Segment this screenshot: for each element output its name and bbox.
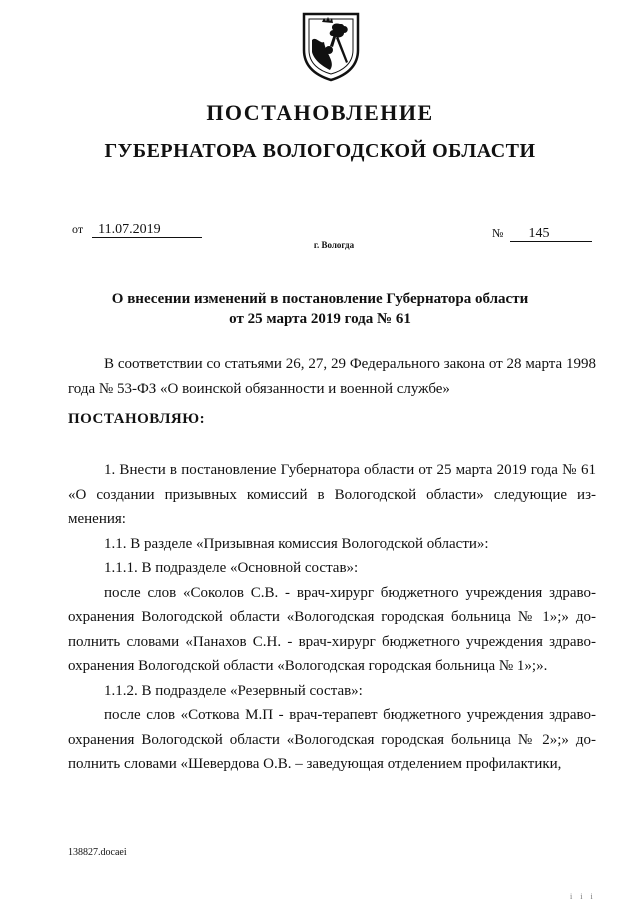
document-title: ПОСТАНОВЛЕНИЕ <box>206 100 434 125</box>
subject-line-2: от 25 марта 2019 года № 61 <box>229 311 411 327</box>
paragraph-1: 1. Внести в постановление Губернатора области от 25 марта 2019 года № 61 «О создании призывных комиссий в Вологодской области» следующие изменения: <box>68 462 596 527</box>
file-code: 138827.docaei <box>68 847 127 858</box>
subject-line-1: О внесении изменений в постановление Губернатора области <box>111 291 529 307</box>
document-subject <box>0 289 640 329</box>
paragraph-1-1: 1.1. В разделе «Призывная комиссия Вологодской области»: <box>104 535 489 552</box>
document-subtitle: ГУБЕРНАТОРА ВОЛОГОДСКОЙ ОБЛАСТИ <box>104 140 536 162</box>
number-value: 145 <box>510 226 592 242</box>
vologda-coat-of-arms-icon <box>300 10 362 82</box>
corner-mark: і і і <box>570 892 596 901</box>
date-prefix: от <box>72 222 84 236</box>
number-prefix: № <box>492 226 504 240</box>
date-field <box>72 222 202 238</box>
paragraph-1-1-1-text: после слов «Соколов С.В. - врач-хирург бюджетного учреждения здравоохранения Вологодской области «Вологодская городская больница № 1»;» дополнить словами «Панахов С.Н. - врач-хирург бюджетного учреждения здравоохранения Вологодской области «Вологодская городская больница № 1»;». <box>68 584 596 674</box>
intro-paragraph: В соответствии со статьями 26, 27, 29 Федерального закона от 28 марта 1998 года № 53-ФЗ «О воинской обязанности и военной службе» <box>68 356 596 397</box>
city-label: г. Вологда <box>313 240 355 250</box>
paragraph-1-1-1: 1.1.1. В подразделе «Основной состав»: <box>104 560 359 576</box>
date-value: 11.07.2019 <box>92 222 202 238</box>
body-paragraphs <box>68 458 596 777</box>
decree-heading: ПОСТАНОВЛЯЮ: <box>68 411 206 427</box>
paragraph-1-1-2-text: после слов «Соткова М.П - врач-терапевт бюджетного учреждения здравоохранения Вологодской области «Вологодская городская больница № 2»;» дополнить словами «Шевердова О.В. – заведующая отделением профилактики, <box>68 707 596 772</box>
paragraph-1-1-2: 1.1.2. В подразделе «Резервный состав»: <box>104 682 363 699</box>
